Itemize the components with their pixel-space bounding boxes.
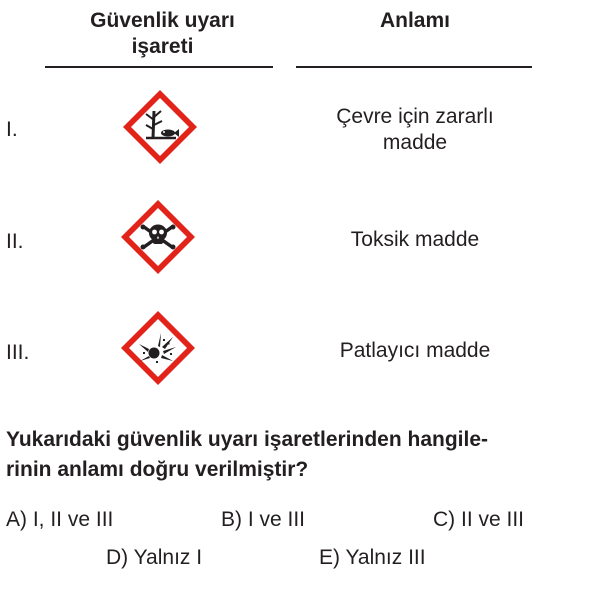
sign-column-header [55, 8, 270, 60]
row-1-meaning [295, 104, 535, 156]
row-3-meaning: Patlayıcı madde [339, 339, 491, 362]
sign-column-rule [45, 66, 273, 68]
skull-crossbones-icon [118, 197, 198, 277]
sign-column-header-line2: işareti [131, 35, 194, 58]
option-d[interactable]: D) Yalnız I [106, 546, 203, 569]
option-a[interactable]: A) I, II ve III [6, 508, 114, 531]
row-1-meaning-line2: madde [382, 131, 448, 154]
meaning-column-header: Anlamı [379, 9, 450, 32]
row-3-roman: III. [6, 341, 30, 364]
option-e[interactable]: E) Yalnız III [319, 546, 426, 569]
row-1-roman: I. [6, 118, 18, 141]
meaning-column-rule [296, 66, 532, 68]
option-b[interactable]: B) I ve III [221, 508, 306, 531]
sign-column-header-line1: Güvenlik uyarı [90, 9, 235, 32]
option-c[interactable]: C) II ve III [433, 508, 525, 531]
row-2-roman: II. [6, 230, 24, 253]
exploding-bomb-icon [118, 308, 198, 388]
question-text [6, 425, 611, 485]
environment-hazard-icon [120, 87, 200, 167]
question-line2: rinin anlamı doğru verilmiştir? [6, 458, 309, 481]
row-2-meaning: Toksik madde [350, 228, 480, 251]
question-line1: Yukarıdaki güvenlik uyarı işaretlerinden hangile- [6, 428, 489, 451]
row-1-meaning-line1: Çevre için zararlı [336, 105, 494, 128]
